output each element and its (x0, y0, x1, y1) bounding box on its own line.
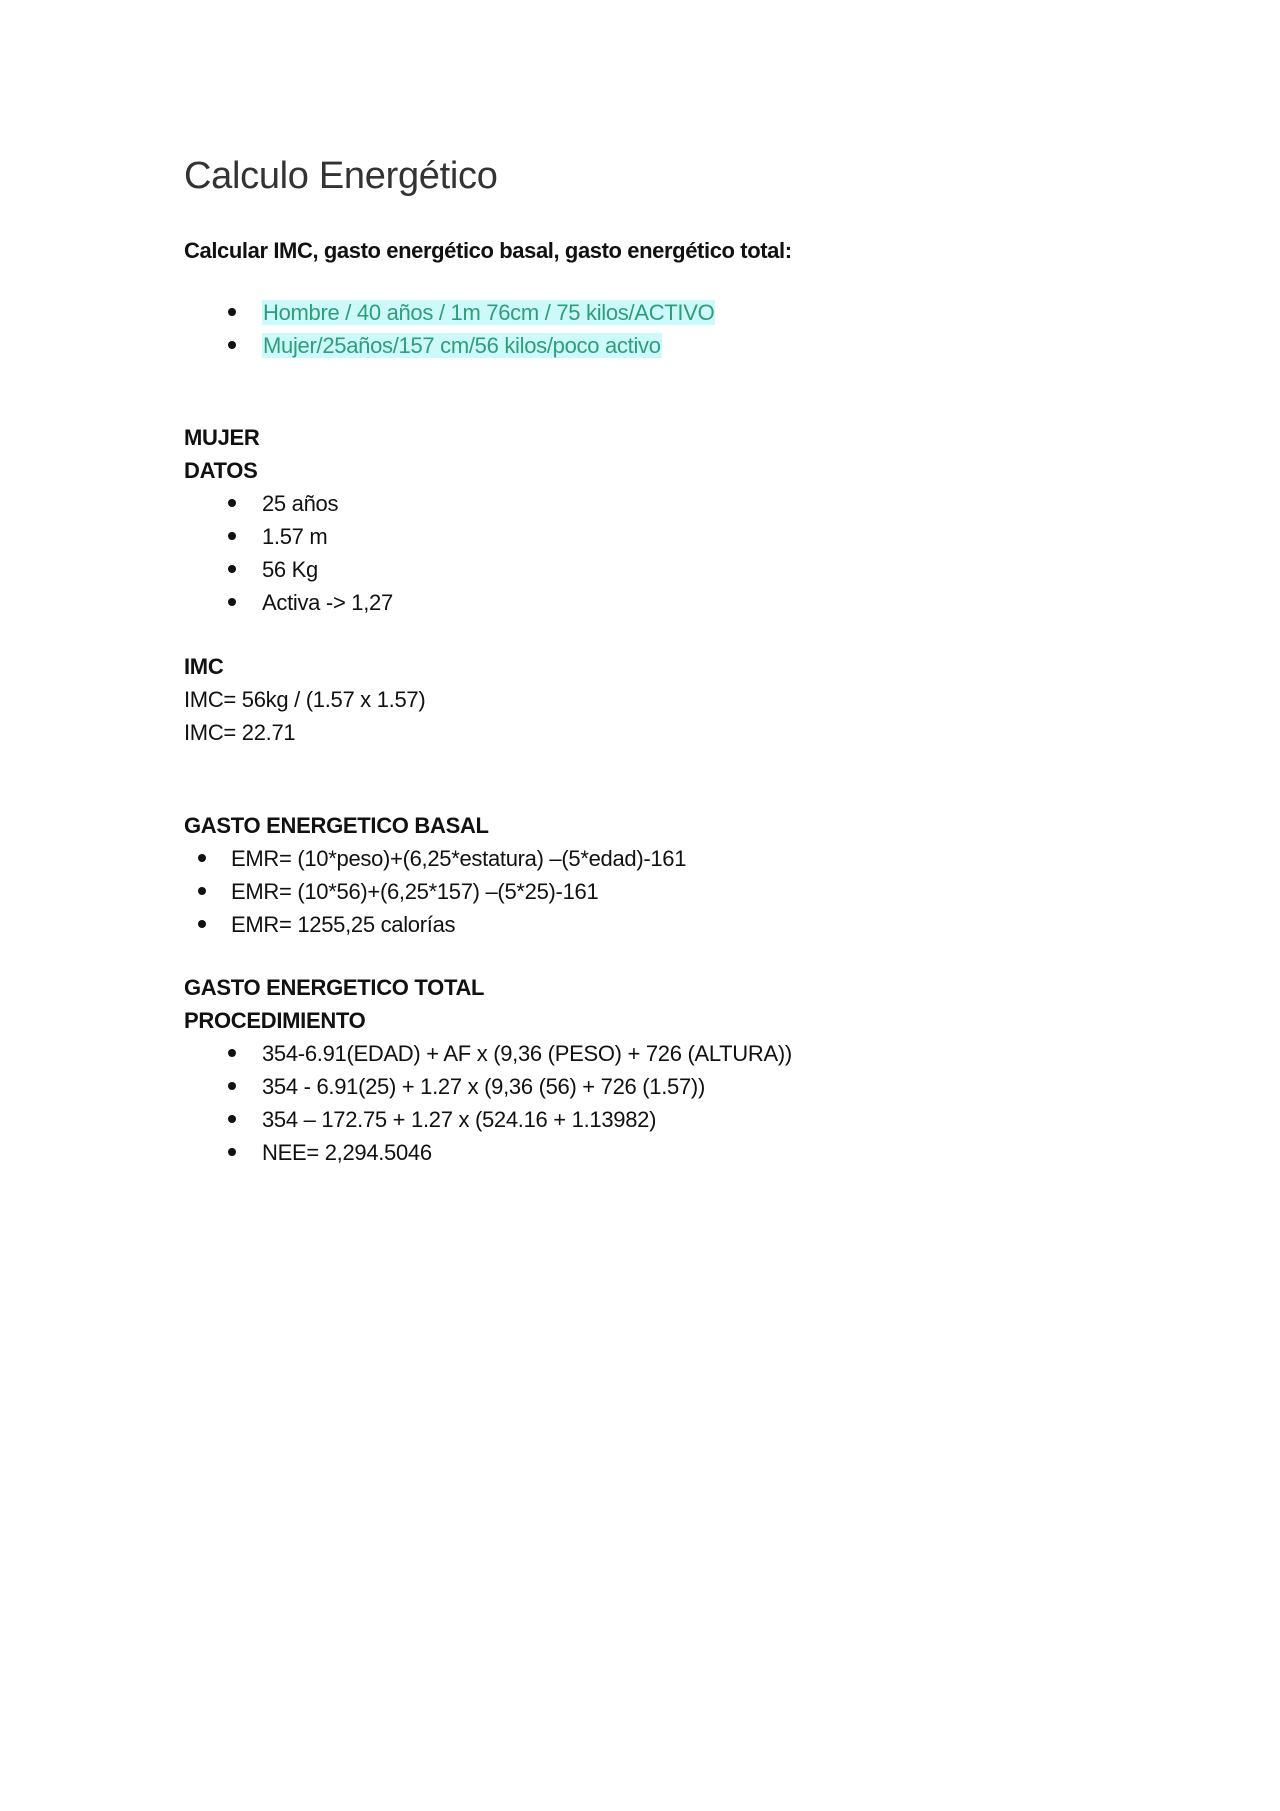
list-item (184, 1070, 792, 1103)
bullet-icon (228, 1049, 236, 1057)
procedimiento-line: 354-6.91(EDAD) + AF x (9,36 (PESO) + 726 (ALTURA)) (262, 1041, 792, 1066)
basal-list (184, 842, 686, 941)
procedimiento-heading: PROCEDIMIENTO (184, 1008, 366, 1033)
bullet-icon (228, 1082, 236, 1090)
mujer-heading: MUJER (184, 425, 260, 450)
bullet-icon (198, 854, 206, 862)
list-item (184, 520, 393, 553)
list-item (184, 1136, 792, 1169)
list-item (184, 842, 686, 875)
cases-section (184, 296, 715, 362)
datos-value: 56 Kg (262, 557, 318, 582)
datos-value: 1.57 m (262, 524, 328, 549)
datos-heading: DATOS (184, 458, 258, 483)
procedimiento-list (184, 1037, 792, 1169)
document-page (184, 150, 1084, 1165)
basal-line: EMR= (10*56)+(6,25*157) –(5*25)-161 (231, 879, 599, 904)
datos-list (184, 487, 393, 619)
basal-line: EMR= (10*peso)+(6,25*estatura) –(5*edad)-161 (231, 846, 687, 871)
mujer-section (184, 421, 393, 619)
bullet-icon (198, 920, 206, 928)
bullet-icon (228, 532, 236, 540)
imc-result: IMC= 22.71 (184, 720, 296, 745)
bullet-icon (228, 1148, 236, 1156)
list-item (184, 296, 715, 329)
basal-heading: GASTO ENERGETICO BASAL (184, 813, 489, 838)
highlighted-case: Mujer/25años/157 cm/56 kilos/poco activo (263, 333, 661, 358)
imc-heading: IMC (184, 654, 224, 679)
basal-line: EMR= 1255,25 calorías (231, 912, 456, 937)
list-item (184, 553, 393, 586)
bullet-icon (228, 565, 236, 573)
list-item (184, 586, 393, 619)
list-item (184, 487, 393, 520)
procedimiento-line: 354 - 6.91(25) + 1.27 x (9,36 (56) + 726 (1.57)) (262, 1074, 705, 1099)
bullet-icon (228, 308, 236, 316)
list-item (184, 1037, 792, 1070)
basal-section (184, 809, 686, 941)
document-title: Calculo Energético (184, 155, 498, 197)
total-section (184, 971, 792, 1169)
cases-list (184, 296, 715, 362)
list-item (184, 875, 686, 908)
total-heading: GASTO ENERGETICO TOTAL (184, 975, 485, 1000)
datos-value: 25 años (262, 491, 339, 516)
imc-formula: IMC= 56kg / (1.57 x 1.57) (184, 687, 426, 712)
bullet-icon (228, 341, 236, 349)
datos-value: Activa -> 1,27 (262, 590, 393, 615)
nee-result: NEE= 2,294.5046 (262, 1140, 432, 1165)
list-item (184, 1103, 792, 1136)
highlighted-case: Hombre / 40 años / 1m 76cm / 75 kilos/ACTIVO (263, 300, 715, 325)
list-item (184, 908, 686, 941)
document-subtitle: Calcular IMC, gasto energético basal, gasto energético total: (184, 238, 792, 263)
bullet-icon (228, 1115, 236, 1123)
bullet-icon (198, 887, 206, 895)
imc-section (184, 650, 425, 749)
list-item (184, 329, 715, 362)
bullet-icon (228, 499, 236, 507)
procedimiento-line: 354 – 172.75 + 1.27 x (524.16 + 1.13982) (262, 1107, 657, 1132)
bullet-icon (228, 598, 236, 606)
